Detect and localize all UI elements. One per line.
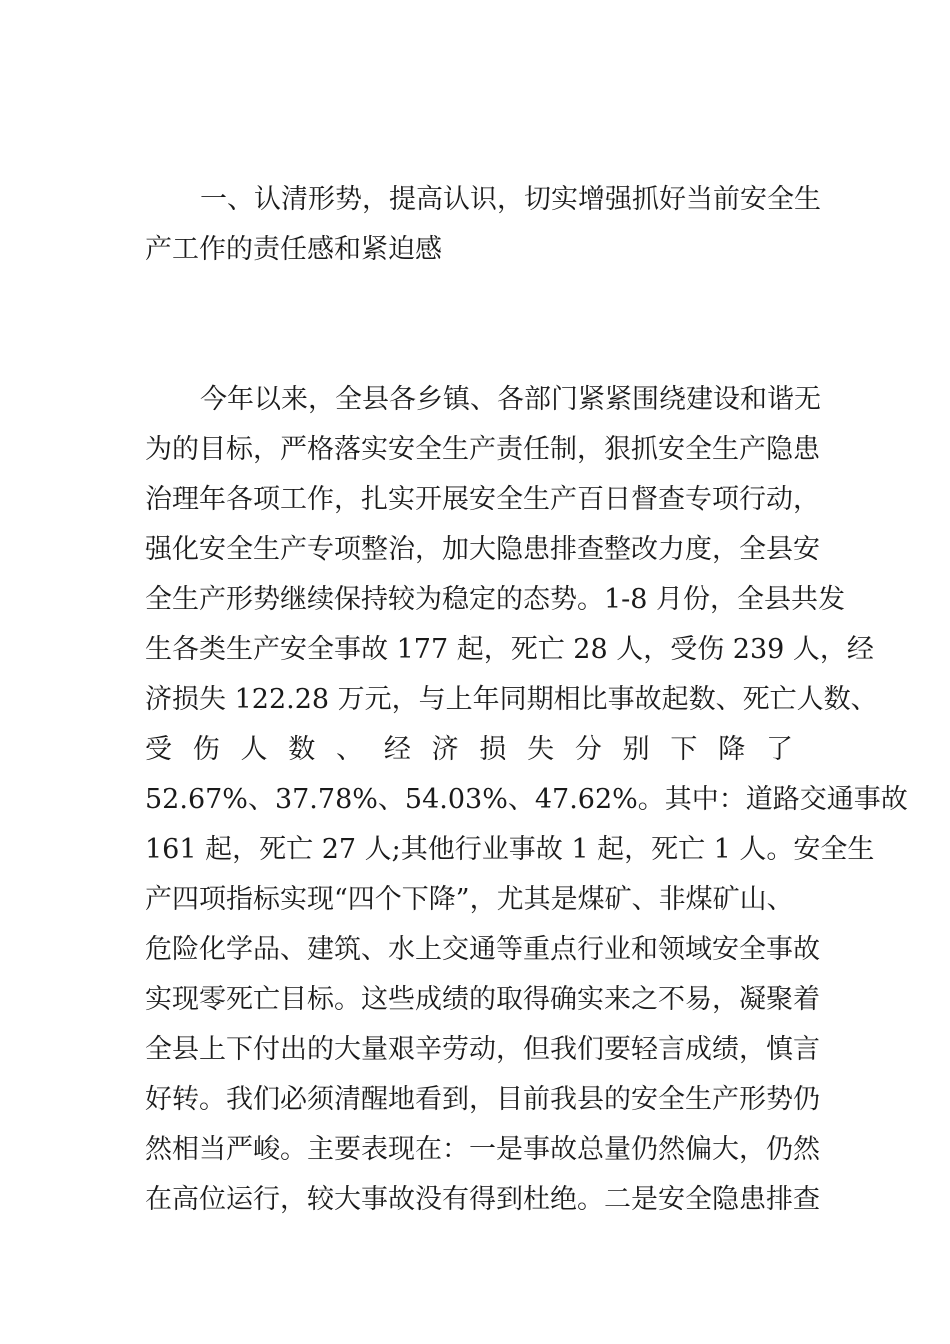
justified-char: 数	[288, 734, 316, 765]
justified-char: 降	[718, 734, 746, 765]
paragraph-line-15: 好转。我们必须清醒地看到，目前我县的安全生产形势仍	[145, 1084, 820, 1115]
justified-char: 受	[145, 734, 172, 765]
paragraph-line-2: 为的目标，严格落实安全生产责任制，狠抓安全生产隐患	[145, 434, 820, 465]
paragraph-line-16: 然相当严峻。主要表现在：一是事故总量仍然偏大，仍然	[145, 1134, 820, 1165]
section-heading-line-1: 一、认清形势，提高认识，切实增强抓好当前安全生	[200, 184, 821, 215]
paragraph-line-10: 161 起，死亡 27 人;其他行业事故 1 起，死亡 1 人。安全生	[145, 834, 875, 865]
paragraph-line-6: 生各类生产安全事故 177 起，死亡 28 人，受伤 239 人，经	[145, 634, 874, 665]
justified-char: 人	[240, 734, 268, 765]
paragraph-line-3: 治理年各项工作，扎实开展安全生产百日督查专项行动，	[145, 484, 820, 515]
justified-char: 失	[527, 734, 555, 765]
justified-char: 下	[670, 734, 698, 765]
paragraph-line-4: 强化安全生产专项整治，加大隐患排查整改力度，全县安	[145, 534, 820, 565]
paragraph-line-1: 今年以来，全县各乡镇、各部门紧紧围绕建设和谐无	[200, 384, 821, 415]
paragraph-line-7: 济损失 122.28 万元，与上年同期相比事故起数、死亡人数、	[145, 684, 878, 715]
paragraph-line-8-justified	[145, 732, 793, 768]
justified-char: 了	[765, 734, 793, 765]
paragraph-line-14: 全县上下付出的大量艰辛劳动，但我们要轻言成绩，慎言	[145, 1034, 820, 1065]
paragraph-line-13: 实现零死亡目标。这些成绩的取得确实来之不易，凝聚着	[145, 984, 820, 1015]
justified-char: 别	[622, 734, 650, 765]
justified-char: 济	[431, 734, 459, 765]
justified-char: 损	[479, 734, 507, 765]
paragraph-line-17: 在高位运行，较大事故没有得到杜绝。二是安全隐患排查	[145, 1184, 820, 1215]
paragraph-line-11: 产四项指标实现“四个下降”，尤其是煤矿、非煤矿山、	[145, 884, 794, 915]
paragraph-line-9: 52.67%、37.78%、54.03%、47.62%。其中：道路交通事故	[145, 784, 908, 815]
justified-char: 、	[336, 734, 364, 765]
paragraph-line-12: 危险化学品、建筑、水上交通等重点行业和领域安全事故	[145, 934, 820, 965]
paragraph-line-5: 全生产形势继续保持较为稳定的态势。1-8 月份，全县共发	[145, 584, 846, 615]
justified-char: 分	[574, 734, 602, 765]
justified-char: 经	[383, 734, 411, 765]
section-heading-line-2: 产工作的责任感和紧迫感	[145, 234, 442, 265]
justified-char: 伤	[192, 734, 220, 765]
